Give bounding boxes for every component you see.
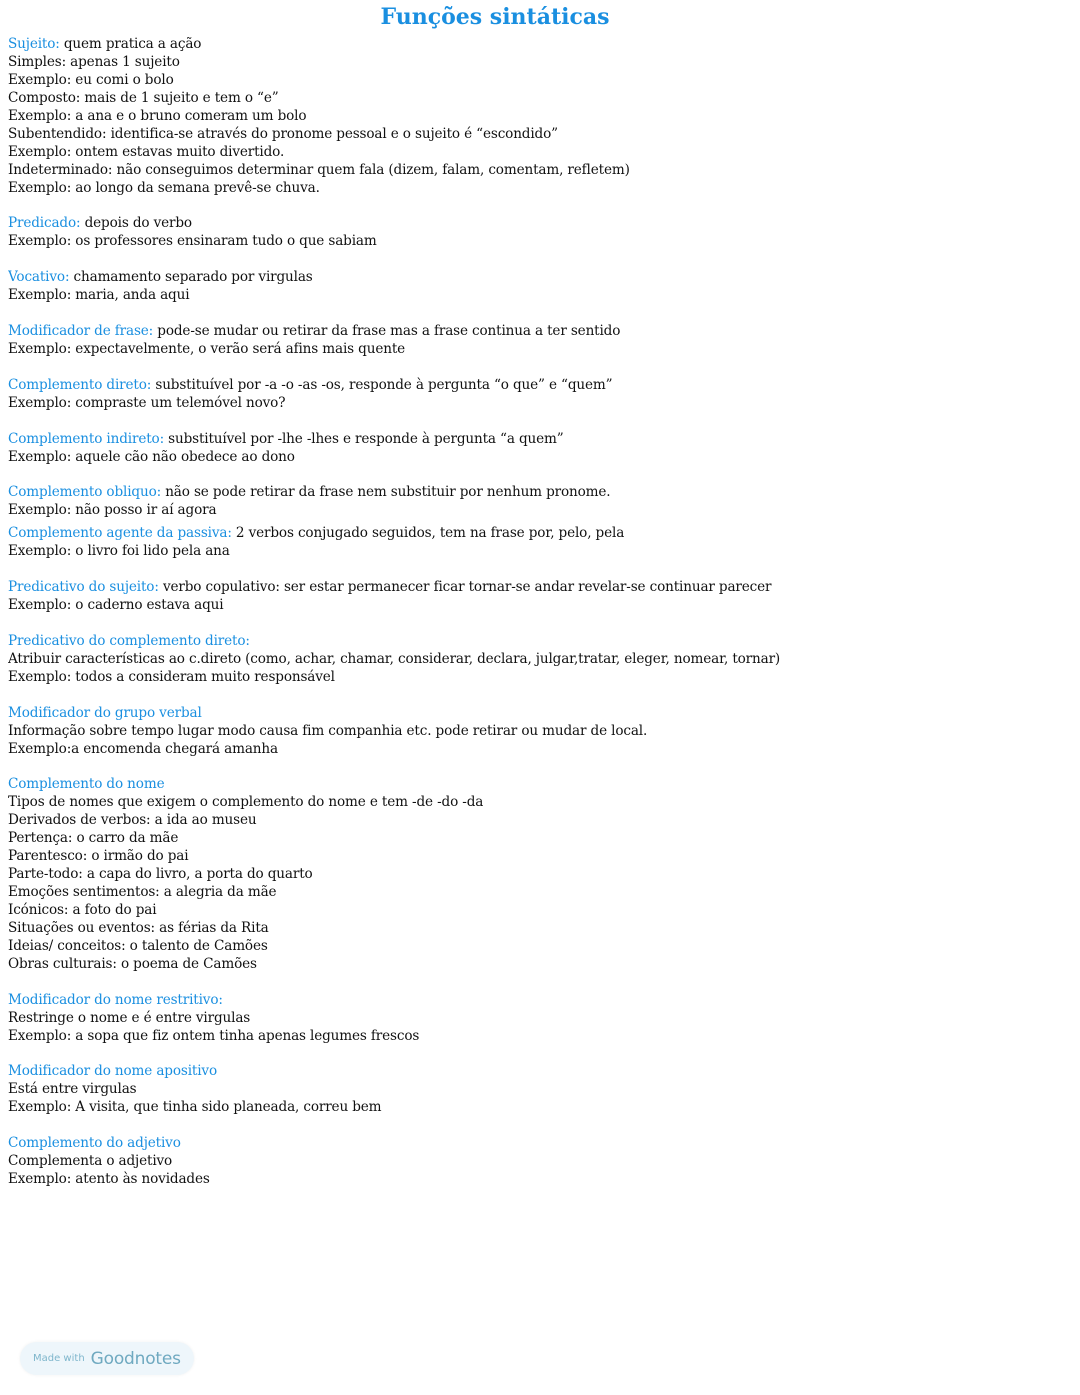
spacer: [8, 1117, 1068, 1135]
section-heading-line: [8, 215, 1068, 233]
note-line: Exemplo: não posso ir aí agora: [8, 502, 217, 519]
section-heading-line: [8, 992, 1068, 1010]
spacer: [8, 561, 1068, 579]
spacer: [8, 251, 1068, 269]
note-line: Exemplo: maria, anda aqui: [8, 287, 190, 304]
note-line: Pertença: o carro da mãe: [8, 830, 179, 847]
note-line: Situações ou eventos: as férias da Rita: [8, 919, 269, 936]
spacer: [8, 305, 1068, 323]
section-definition: substituível por -a -o -as -os, responde à pergunta “o que” e “quem”: [151, 376, 613, 393]
note-line: Exemplo: a ana e o bruno comeram um bolo: [8, 107, 307, 124]
section-modificador-do-nome-apositivo: [8, 1063, 1068, 1117]
note-line: Parentesco: o irmão do pai: [8, 848, 189, 865]
section-definition: verbo copulativo: ser estar permanecer ficar tornar-se andar revelar-se continuar parecer: [158, 579, 772, 596]
section-complemento-indireto: [8, 431, 1068, 467]
section-complemento-do-adjetivo: [8, 1135, 1068, 1189]
section-modificador-do-nome-restritivo: [8, 992, 1068, 1046]
note-line: Exemplo: a sopa que fiz ontem tinha apenas legumes frescos: [8, 1027, 420, 1044]
section-complemento-obliquo: [8, 484, 1068, 520]
note-line: Exemplo: eu comi o bolo: [8, 71, 174, 88]
section-heading: Predicativo do sujeito:: [8, 579, 159, 596]
note-line: Restringe o nome e é entre virgulas: [8, 1009, 251, 1026]
section-heading: Complemento obliquo:: [8, 484, 162, 501]
note-line: Exemplo: os professores ensinaram tudo o que sabiam: [8, 233, 377, 250]
note-line: Subentendido: identifica-se através do pronome pessoal e o sujeito é “escondido”: [8, 125, 558, 142]
page-title: Funções sintáticas: [380, 4, 610, 30]
spacer: [8, 615, 1068, 633]
section-heading: Predicativo do complemento direto:: [8, 632, 250, 649]
note-line: Ideias/ conceitos: o talento de Camões: [8, 937, 268, 954]
section-heading: Complemento agente da passiva:: [8, 525, 232, 542]
note-line: Exemplo: atento às novidades: [8, 1171, 210, 1188]
section-heading: Sujeito:: [8, 36, 60, 52]
section-complemento-agente-da-passiva: [8, 525, 1068, 561]
section-modificador-do-grupo-verbal: [8, 705, 1068, 759]
section-predicado: [8, 215, 1068, 251]
note-line: Complementa o adjetivo: [8, 1153, 173, 1170]
note-line: Tipos de nomes que exigem o complemento do nome e tem -de -do -da: [8, 794, 484, 811]
notes-body: [8, 36, 1068, 1189]
note-line: Exemplo: expectavelmente, o verão será afins mais quente: [8, 340, 406, 357]
note-line: Composto: mais de 1 sujeito e tem o “e”: [8, 89, 279, 106]
section-heading-line: [8, 377, 1068, 395]
section-heading-line: [8, 776, 1068, 794]
note-line: Exemplo: ao longo da semana prevê-se chuva.: [8, 179, 320, 196]
section-definition: substituível por -lhe -lhes e responde à pergunta “a quem”: [164, 430, 564, 447]
note-line: Exemplo: aquele cão não obedece ao dono: [8, 448, 295, 465]
section-definition: pode-se mudar ou retirar da frase mas a frase continua a ter sentido: [153, 323, 621, 339]
section-heading: Predicado:: [8, 215, 81, 232]
note-line: Exemplo: todos a consideram muito responsável: [8, 668, 335, 685]
section-sujeito: [8, 36, 1068, 197]
note-line: Parte-todo: a capa do livro, a porta do quarto: [8, 866, 313, 883]
spacer: [8, 687, 1068, 705]
spacer: [8, 359, 1068, 377]
section-heading-line: [8, 484, 1068, 502]
note-line: Exemplo:a encomenda chegará amanha: [8, 740, 278, 757]
spacer: [8, 1046, 1068, 1064]
note-line: Está entre virgulas: [8, 1081, 137, 1098]
section-heading: Vocativo:: [8, 269, 70, 286]
section-heading: Modificador do grupo verbal: [8, 704, 202, 721]
spacer: [8, 467, 1068, 485]
section-heading: Complemento direto:: [8, 376, 152, 393]
note-line: Atribuir características ao c.direto (como, achar, chamar, considerar, declara, julgar,tratar, eleger, nomear, tornar): [8, 650, 781, 667]
section-heading: Modificador do nome apositivo: [8, 1063, 217, 1080]
spacer: [8, 759, 1068, 777]
note-line: Obras culturais: o poema de Camões: [8, 955, 257, 972]
section-heading: Complemento indireto:: [8, 430, 164, 447]
section-complemento-do-nome: [8, 776, 1068, 973]
spacer: [8, 974, 1068, 992]
note-line: Exemplo: A visita, que tinha sido planeada, correu bem: [8, 1099, 382, 1116]
section-heading-line: [8, 323, 1068, 341]
section-heading-line: [8, 36, 1068, 54]
note-line: Indeterminado: não conseguimos determinar quem fala (dizem, falam, comentam, refletem): [8, 161, 630, 178]
section-heading-line: [8, 269, 1068, 287]
section-heading-line: [8, 579, 1068, 597]
section-heading-line: [8, 1135, 1068, 1153]
note-line: Exemplo: compraste um telemóvel novo?: [8, 394, 286, 411]
note-line: Exemplo: o livro foi lido pela ana: [8, 543, 230, 560]
spacer: [8, 197, 1068, 215]
section-heading: Complemento do nome: [8, 776, 165, 793]
section-predicativo-do-complemento-direto: [8, 633, 1068, 687]
badge-brand: Goodnotes: [90, 1348, 181, 1369]
section-heading-line: [8, 705, 1068, 723]
section-vocativo: [8, 269, 1068, 305]
section-predicativo-do-sujeito: [8, 579, 1068, 615]
section-heading: Complemento do adjetivo: [8, 1135, 181, 1152]
section-definition: depois do verbo: [80, 215, 192, 232]
made-with-goodnotes-badge[interactable]: [20, 1342, 194, 1375]
note-line: Simples: apenas 1 sujeito: [8, 53, 180, 70]
section-heading-line: [8, 431, 1068, 449]
section-definition: 2 verbos conjugado seguidos, tem na frase por, pelo, pela: [231, 525, 625, 542]
section-heading: Modificador de frase:: [8, 323, 154, 339]
section-heading-line: [8, 1063, 1068, 1081]
section-heading-line: [8, 633, 1068, 651]
section-heading-line: [8, 525, 1068, 543]
section-complemento-direto: [8, 377, 1068, 413]
note-line: Derivados de verbos: a ida ao museu: [8, 812, 257, 829]
section-modificador-de-frase: [8, 323, 1068, 359]
spacer: [8, 413, 1068, 431]
note-line: Exemplo: o caderno estava aqui: [8, 597, 224, 614]
badge-made-with: Made with: [33, 1353, 85, 1364]
section-definition: não se pode retirar da frase nem substituir por nenhum pronome.: [161, 484, 611, 501]
note-line: Exemplo: ontem estavas muito divertido.: [8, 143, 285, 160]
note-line: Informação sobre tempo lugar modo causa fim companhia etc. pode retirar ou mudar de local.: [8, 722, 648, 739]
note-line: Emoções sentimentos: a alegria da mãe: [8, 884, 277, 901]
section-definition: quem pratica a ação: [59, 36, 202, 52]
section-definition: chamamento separado por virgulas: [69, 269, 313, 286]
note-line: Icónicos: a foto do pai: [8, 902, 157, 918]
section-heading: Modificador do nome restritivo:: [8, 991, 223, 1008]
